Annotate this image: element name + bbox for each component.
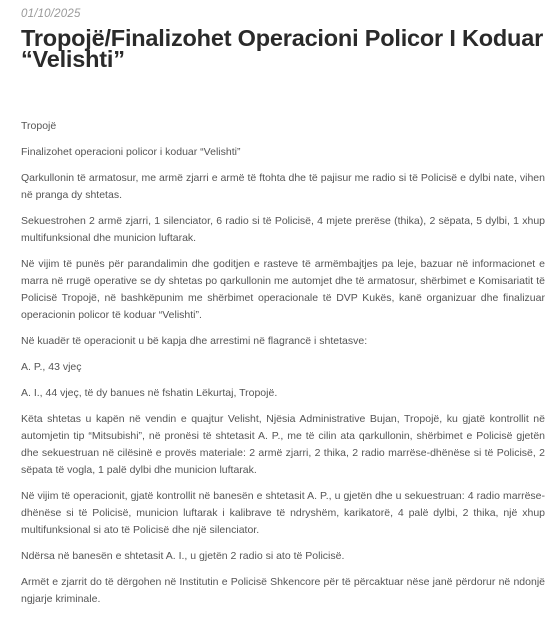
paragraph-seized-summary: Sekuestrohen 2 armë zjarri, 1 silenciator, 6 radio si të Policisë, 4 mjete prerëse (thika), 2 sëpata, 5 dylbi, 1 xhup multifunksional dhe municion luftarak. [21, 215, 545, 244]
paragraph-vehicle-search: Këta shtetas u kapën në vendin e quajtur Velisht, Njësia Administrative Bujan, Tropojë, ku gjatë kontrollit në automjetin tip “Mitsubishi”, në pronësi të shtetasit A. P., me të cilin ata qarkullonin, shërbimet e Policisë gjetën dhe sekuestruan në cilësinë e provës materiale: 2 armë zjarri, 2 thika, 2 radio marrëse-dhënëse si të Policisë, 2 sëpata të vogla, 1 palë dylbi dhe municion luftarak. [21, 413, 545, 476]
paragraph-suspect-2: A. I., 44 vjeç, të dy banues në fshatin Lëkurtaj, Tropojë. [21, 387, 278, 399]
paragraph-operation: Në vijim të punës për parandalimin dhe goditjen e rasteve të armëmbajtjes pa leje, bazuar në informacionet e marra në rrugë operative se dy shtetas po qarkullonin me automjet dhe të armatosur, shërbimet e Komisariatit të Policisë Tropojë, në bashkëpunim me shërbimet operacionale të DVP Kukës, kanë organizuar dhe finalizuar operacionin policor të koduar “Velishti”. [21, 258, 545, 321]
paragraph-lead: Qarkullonin të armatosur, me armë zjarri e armë të ftohta dhe të pajisur me radio si të Policisë e dylbi nate, vihen në pranga dy shtetas. [21, 172, 545, 201]
paragraph-subtitle: Finalizohet operacioni policor i koduar “Velishti” [21, 146, 241, 158]
article-body [21, 118, 545, 617]
paragraph-location: Tropojë [21, 120, 57, 132]
paragraph-forensics: Armët e zjarrit do të dërgohen në Institutin e Policisë Shkencore për të përcaktuar nëse janë përdorur në ndonjë ngjarje kriminale. [21, 576, 545, 605]
paragraph-suspect-1: A. P., 43 vjeç [21, 361, 82, 373]
article-date: 01/10/2025 [21, 8, 81, 20]
paragraph-house-search-2: Ndërsa në banesën e shtetasit A. I., u gjetën 2 radio si ato të Policisë. [21, 550, 345, 562]
paragraph-arrests-intro: Në kuadër të operacionit u bë kapja dhe arrestimi në flagrancë i shtetasve: [21, 335, 368, 347]
article-title: Tropojë/Finalizohet Operacioni Policor I Koduar “Velishti” [21, 25, 544, 72]
paragraph-house-search-1: Në vijim të operacionit, gjatë kontrollit në banesën e shtetasit A. P., u gjetën dhe u sekuestruan: 4 radio marrëse-dhënëse si të Policisë, municion luftarak i kalibrave të ndryshëm, karikatorë, 4 palë dylbi, 2 thika, një xhup multifunksional si ato të Policisë dhe një silenciator. [21, 490, 545, 536]
